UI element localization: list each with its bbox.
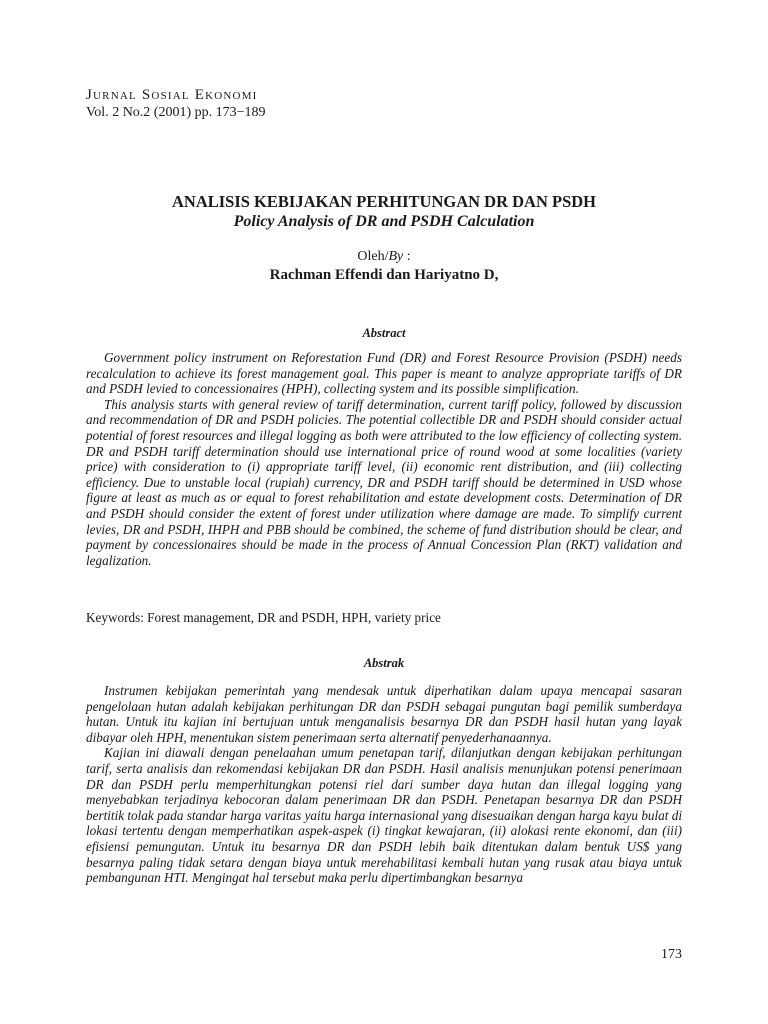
abstract-heading: Abstract	[362, 326, 406, 340]
abstract-paragraph: This analysis starts with general review of tariff determination, current tariff policy, followed by discussion and recommendation of DR and PSDH policies. The potential collectible DR and PSDH should consider actual potential of forest resources and illegal logging as both were attributed to the low efficiency of collecting system. DR and PSDH tariff determination should use international price of round wood at some localities (variety price) with consideration to (i) appropriate tariff level, (ii) economic rent distribution, and (iii) collecting efficiency. Due to unstable local (rupiah) currency, DR and PSDH tariff should be determined in USD whose figure at least as much as or equal to forest rehabilitation and estate development costs. Determination of DR and PSDH should consider the extent of forest under utilization where damage are made. To simplify current levies, DR and PSDH, IHPH and PBB should be combined, the scheme of fund distribution should be clear, and payment by concessionaires should be made in the process of Annual Concession Plan (RKT) validation and legalization.	[86, 396, 682, 568]
journal-header	[86, 86, 266, 122]
byline-oleh: Oleh/	[357, 249, 389, 264]
abstrak-paragraph: Kajian ini diawali dengan penelaahan umum penetapan tarif, dilanjutkan dengan kebijakan perhitungan tarif, serta analisis dan rekomendasi kebijakan DR dan PSDH. Hasil analisis menunjukan potensi penerimaan DR dan PSDH perlu memperhitungkan potensi riel dari sumber daya hutan dan illegal logging yang menyebabkan terjadinya kebocoran dalam penerimaan DR dan PSDH. Penetapan besarnya DR dan PSDH bertitik tolak pada standar harga varitas yaitu harga internasional yang disesuaikan dengan harga kayu bulat di lokasi tertentu dengan memperhatikan aspek-aspek (i) tingkat kewajaran, (ii) alokasi rente ekonomi, dan (iii) efisiensi pemungutan. Untuk itu besarnya DR dan PSDH lebih baik ditentukan dalam bentuk US$ yang besarnya paling tidak setara dengan biaya untuk merehabilitasi kembali hutan yang rusak atau biaya untuk pembangunan HTI. Mengingat hal tersebut maka perlu dipertimbangkan besarnya	[86, 745, 682, 886]
journal-name: Jurnal Sosial Ekonomi	[86, 87, 258, 103]
keywords: Keywords: Forest management, DR and PSDH, HPH, variety price	[86, 610, 441, 625]
abstrak-heading: Abstrak	[363, 656, 405, 670]
abstract-body	[86, 350, 682, 568]
byline-colon: :	[403, 249, 411, 264]
paper-title-indonesian: ANALISIS KEBIJAKAN PERHITUNGAN DR DAN PSDH	[171, 192, 596, 211]
abstract-paragraph: Government policy instrument on Reforestation Fund (DR) and Forest Resource Provision (PSDH) needs recalculation to achieve its forest management goal. This paper is meant to analyze appropriate tariffs of DR and PSDH levied to concessionaires (HPH), collecting system and its possible simplification.	[86, 350, 682, 397]
title-block	[86, 192, 682, 285]
page-number: 173	[661, 947, 682, 962]
byline-by: By	[388, 249, 404, 264]
abstrak-paragraph: Instrumen kebijakan pemerintah yang mendesak untuk diperhatikan dalam upaya mencapai sasaran pengelolaan hutan adalah kebijakan perhitungan DR dan PSDH sebagai pungutan bagi pemilik sumberdaya hutan. Untuk itu kajian ini bertujuan untuk menganalisis besarnya DR dan PSDH hasil hutan yang layak dibayar oleh HPH, menentukan sistem penerimaan serta alternatif penyederhanaannya.	[86, 683, 682, 745]
authors: Rachman Effendi dan Hariyatno D,	[269, 267, 499, 283]
byline	[86, 248, 682, 266]
abstrak-body	[86, 683, 682, 886]
paper-title-english: Policy Analysis of DR and PSDH Calculation	[233, 213, 535, 230]
journal-citation: Vol. 2 No.2 (2001) pp. 173−189	[86, 105, 266, 120]
